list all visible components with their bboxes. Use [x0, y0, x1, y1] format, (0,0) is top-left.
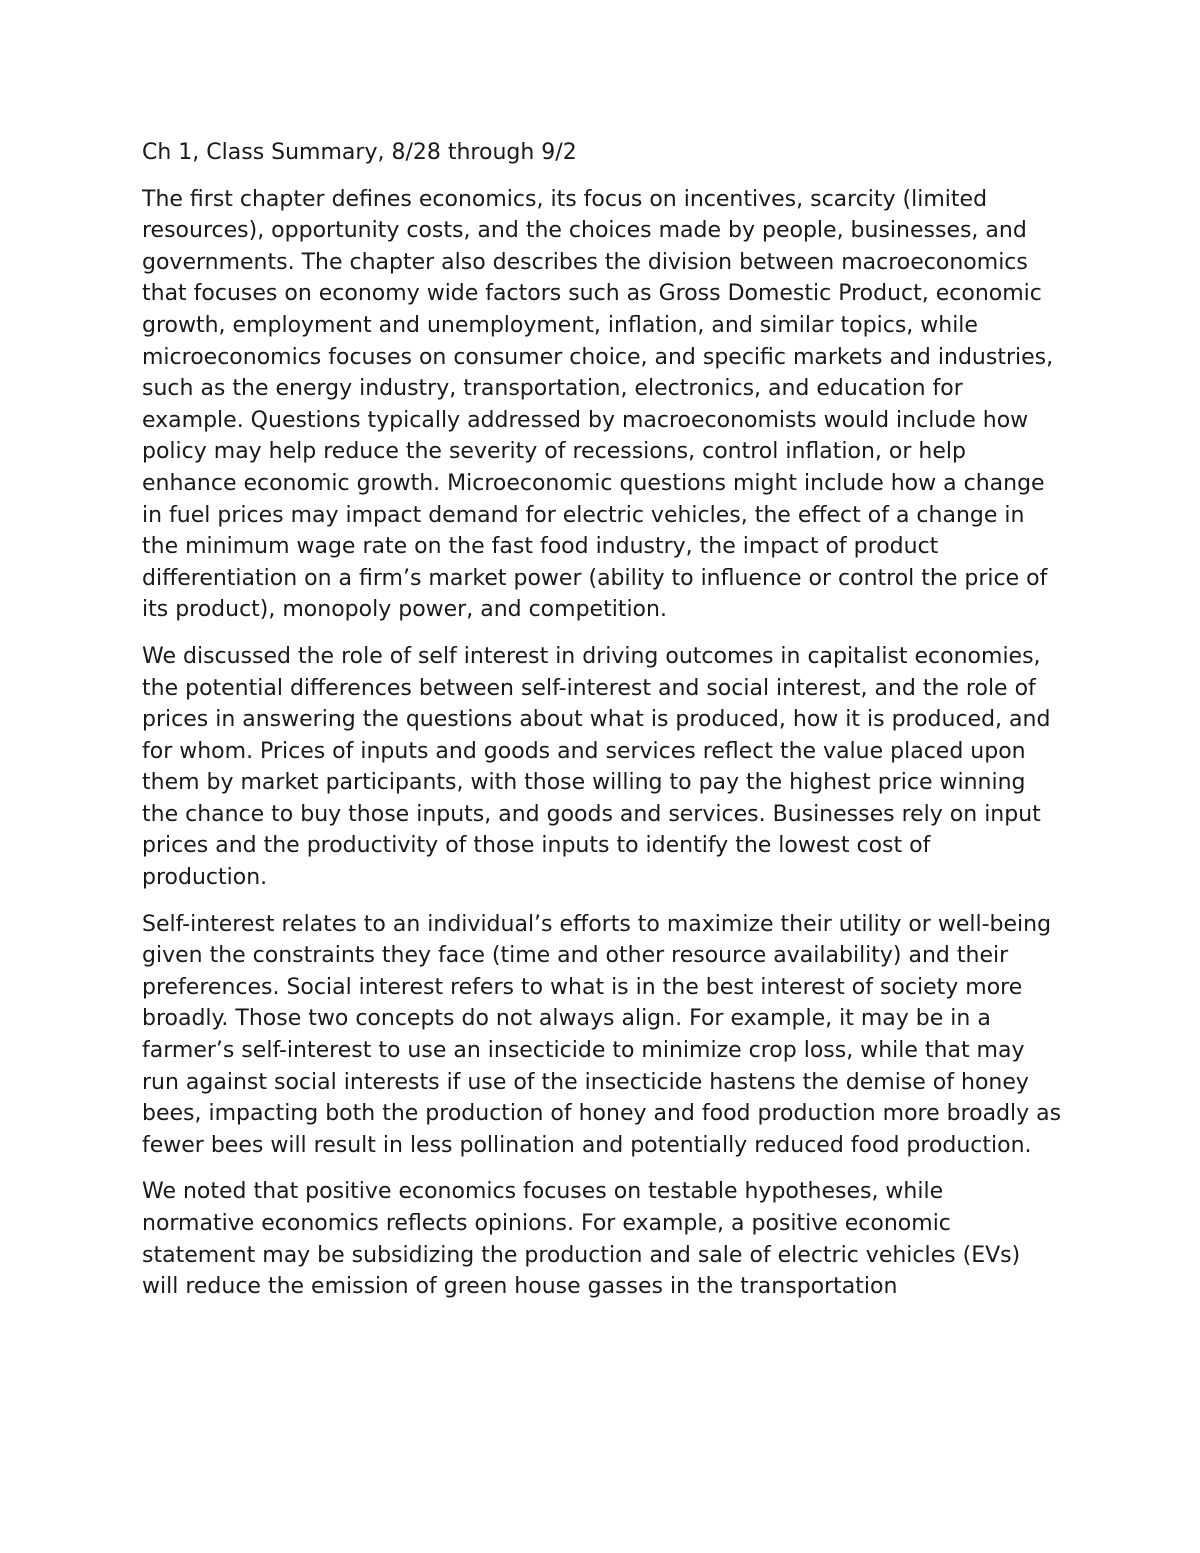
paragraph-2: We discussed the role of self interest in driving outcomes in capitalist economies, the potential differences between self-interest and social interest, and the role of prices in answering the questions about what is produced, how it is produced, and for whom. Prices of inputs and goods and services reflect the value placed upon them by market participants, with those willing to pay the highest price winning the chance to buy those inputs, and goods and services. Businesses rely on input prices and the productivity of those inputs to identify the lowest cost of production. — [142, 643, 1051, 891]
document-title: Ch 1, Class Summary, 8/28 through 9/2 — [142, 140, 577, 165]
paragraph-1: The first chapter defines economics, its focus on incentives, scarcity (limited resources), opportunity costs, and the choices made by people, businesses, and governments. The chapter also describes the division between macroeconomics that focuses on economy wide factors such as Gross Domestic Product, economic growth, employment and unemployment, inflation, and similar topics, while microeconomics focuses on consumer choice, and specific markets and industries, such as the energy industry, transportation, electronics, and education for example. Questions typically addressed by macroeconomists would include how policy may help reduce the severity of recessions, control inflation, or help enhance economic growth. Microeconomic questions might include how a change in fuel prices may impact demand for electric vehicles, the effect of a change in the minimum wage rate on the fast food industry, the impact of product differentiation on a firm’s market power (ability to influence or control the price of its product), monopoly power, and competition. — [142, 186, 1054, 623]
paragraph-4: We noted that positive economics focuses on testable hypotheses, while normative economics reflects opinions. For example, a positive economic statement may be subsidizing the production and sale of electric vehicles (EVs) will reduce the emission of green house gasses in the transportation — [142, 1179, 1021, 1300]
document-body — [142, 137, 1062, 1318]
paragraph-3: Self-interest relates to an individual’s efforts to maximize their utility or well-being given the constraints they face (time and other resource availability) and their preferences. Social interest refers to what is in the best interest of society more broadly. Those two concepts do not always align. For example, it may be in a farmer’s self-interest to use an insecticide to minimize crop loss, while that may run against social interests if use of the insecticide hastens the demise of honey bees, impacting both the production of honey and food production more broadly as fewer bees will result in less pollination and potentially reduced food production. — [142, 911, 1062, 1158]
